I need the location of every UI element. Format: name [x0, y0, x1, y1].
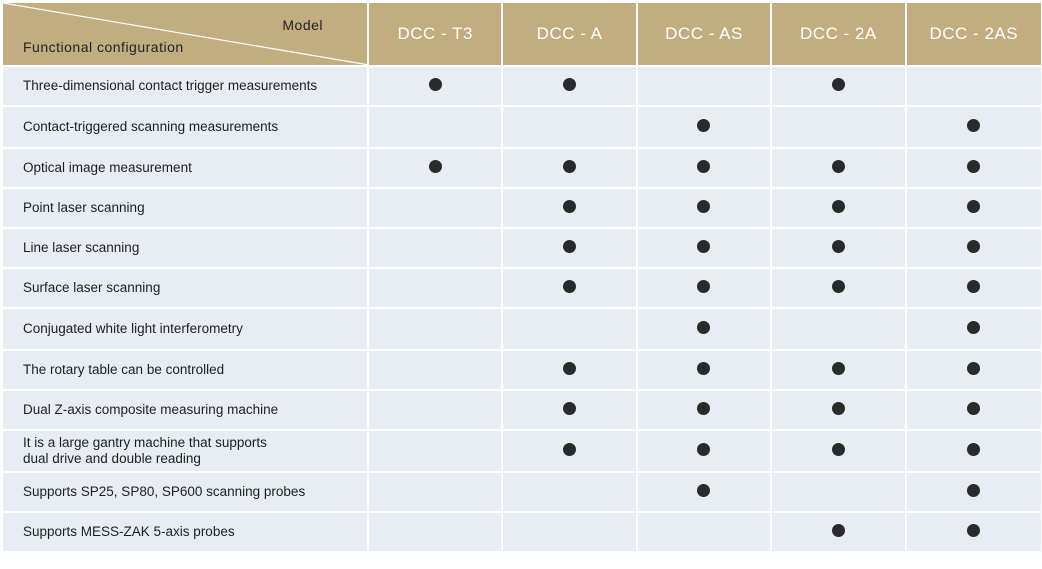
- filled-circle-icon: [967, 321, 980, 334]
- support-cell: [907, 227, 1041, 267]
- support-cell: [503, 307, 637, 349]
- support-cell: [772, 187, 906, 227]
- feature-label: [3, 389, 369, 429]
- support-cell: [907, 307, 1041, 349]
- table-row: [3, 147, 1041, 187]
- support-cell: [907, 471, 1041, 511]
- table-row: [3, 187, 1041, 227]
- support-cell: [503, 267, 637, 307]
- filled-circle-icon: [697, 119, 710, 132]
- support-cell: [369, 267, 503, 307]
- support-cell: [503, 147, 637, 187]
- table-row: [3, 65, 1041, 105]
- filled-circle-icon: [967, 280, 980, 293]
- support-cell: [907, 389, 1041, 429]
- support-cell: [369, 307, 503, 349]
- support-cell: [772, 147, 906, 187]
- feature-label: [3, 511, 369, 551]
- diagonal-divider: [3, 3, 369, 65]
- feature-label-line: Supports SP25, SP80, SP600 scanning probes: [23, 484, 306, 499]
- filled-circle-icon: [967, 160, 980, 173]
- filled-circle-icon: [967, 484, 980, 497]
- support-cell: [772, 389, 906, 429]
- support-cell: [772, 105, 906, 147]
- filled-circle-icon: [967, 119, 980, 132]
- filled-circle-icon: [697, 443, 710, 456]
- filled-circle-icon: [697, 280, 710, 293]
- filled-circle-icon: [832, 160, 845, 173]
- support-cell: [369, 105, 503, 147]
- feature-label-line: Line laser scanning: [23, 240, 140, 255]
- feature-label: [3, 227, 369, 267]
- support-cell: [503, 429, 637, 471]
- filled-circle-icon: [563, 200, 576, 213]
- support-cell: [638, 471, 772, 511]
- filled-circle-icon: [429, 160, 442, 173]
- support-cell: [369, 511, 503, 551]
- support-cell: [638, 147, 772, 187]
- support-cell: [907, 511, 1041, 551]
- support-cell: [638, 187, 772, 227]
- filled-circle-icon: [967, 362, 980, 375]
- support-cell: [638, 227, 772, 267]
- support-cell: [772, 429, 906, 471]
- feature-label-line: Supports MESS-ZAK 5-axis probes: [23, 524, 235, 539]
- support-cell: [772, 267, 906, 307]
- filled-circle-icon: [967, 200, 980, 213]
- support-cell: [907, 65, 1041, 105]
- support-cell: [772, 227, 906, 267]
- support-cell: [369, 227, 503, 267]
- table-row: [3, 105, 1041, 147]
- support-cell: [638, 105, 772, 147]
- filled-circle-icon: [967, 524, 980, 537]
- table-body: [3, 65, 1041, 551]
- filled-circle-icon: [967, 240, 980, 253]
- table-row: [3, 227, 1041, 267]
- filled-circle-icon: [832, 402, 845, 415]
- support-cell: [503, 187, 637, 227]
- filled-circle-icon: [563, 240, 576, 253]
- support-cell: [907, 147, 1041, 187]
- feature-label: [3, 349, 369, 389]
- support-cell: [638, 389, 772, 429]
- support-cell: [638, 429, 772, 471]
- support-cell: [907, 267, 1041, 307]
- filled-circle-icon: [697, 484, 710, 497]
- support-cell: [772, 307, 906, 349]
- model-feature-table: [3, 3, 1041, 551]
- feature-label-line: Surface laser scanning: [23, 280, 161, 295]
- feature-label-line: Point laser scanning: [23, 200, 145, 215]
- support-cell: [772, 349, 906, 389]
- filled-circle-icon: [832, 240, 845, 253]
- feature-label: [3, 307, 369, 349]
- feature-label-line: dual drive and double reading: [23, 451, 201, 466]
- support-cell: [772, 511, 906, 551]
- support-cell: [907, 187, 1041, 227]
- support-cell: [503, 105, 637, 147]
- support-cell: [369, 187, 503, 227]
- feature-label: [3, 267, 369, 307]
- filled-circle-icon: [563, 443, 576, 456]
- support-cell: [369, 389, 503, 429]
- filled-circle-icon: [563, 160, 576, 173]
- filled-circle-icon: [832, 280, 845, 293]
- support-cell: [638, 307, 772, 349]
- filled-circle-icon: [697, 160, 710, 173]
- model-axis-label: Model: [282, 17, 324, 33]
- feature-label-line: Dual Z-axis composite measuring machine: [23, 402, 279, 417]
- filled-circle-icon: [563, 280, 576, 293]
- comparison-table-container: [3, 3, 1041, 566]
- filled-circle-icon: [563, 402, 576, 415]
- filled-circle-icon: [697, 362, 710, 375]
- feature-label: [3, 429, 369, 471]
- filled-circle-icon: [832, 443, 845, 456]
- support-cell: [907, 105, 1041, 147]
- feature-label-line: Contact-triggered scanning measurements: [23, 119, 279, 134]
- table-row: [3, 267, 1041, 307]
- support-cell: [369, 471, 503, 511]
- filled-circle-icon: [967, 443, 980, 456]
- support-cell: [638, 511, 772, 551]
- support-cell: [503, 389, 637, 429]
- filled-circle-icon: [697, 402, 710, 415]
- support-cell: [907, 349, 1041, 389]
- feature-label-line: Three-dimensional contact trigger measurements: [23, 78, 318, 93]
- feature-label-line: The rotary table can be controlled: [23, 362, 225, 377]
- support-cell: [369, 349, 503, 389]
- feature-label: [3, 65, 369, 105]
- filled-circle-icon: [697, 200, 710, 213]
- filled-circle-icon: [697, 321, 710, 334]
- feature-label-line: Optical image measurement: [23, 160, 192, 175]
- support-cell: [369, 429, 503, 471]
- filled-circle-icon: [563, 362, 576, 375]
- filled-circle-icon: [967, 402, 980, 415]
- feature-label: [3, 105, 369, 147]
- function-axis-label: Functional configuration: [23, 39, 184, 55]
- filled-circle-icon: [832, 200, 845, 213]
- feature-label-line: Conjugated white light interferometry: [23, 321, 243, 336]
- support-cell: [638, 349, 772, 389]
- support-cell: [503, 227, 637, 267]
- filled-circle-icon: [563, 78, 576, 91]
- filled-circle-icon: [832, 524, 845, 537]
- support-cell: [503, 65, 637, 105]
- support-cell: [772, 471, 906, 511]
- table-row: [3, 429, 1041, 471]
- support-cell: [503, 471, 637, 511]
- support-cell: [638, 267, 772, 307]
- header-row: [3, 3, 1041, 65]
- support-cell: [503, 349, 637, 389]
- table-row: [3, 349, 1041, 389]
- model-header-dcc-as: DCC - AS: [638, 3, 772, 65]
- model-header-dcc-2a: DCC - 2A: [772, 3, 906, 65]
- corner-header-cell: [3, 3, 369, 65]
- model-header-dcc-a: DCC - A: [503, 3, 637, 65]
- filled-circle-icon: [429, 78, 442, 91]
- support-cell: [369, 147, 503, 187]
- table-row: [3, 471, 1041, 511]
- model-header-dcc-t3: DCC - T3: [369, 3, 503, 65]
- feature-label-line: It is a large gantry machine that supports: [23, 435, 267, 450]
- support-cell: [503, 511, 637, 551]
- table-row: [3, 511, 1041, 551]
- filled-circle-icon: [832, 362, 845, 375]
- support-cell: [907, 429, 1041, 471]
- filled-circle-icon: [697, 240, 710, 253]
- model-header-dcc-2as: DCC - 2AS: [907, 3, 1041, 65]
- support-cell: [369, 65, 503, 105]
- feature-label: [3, 187, 369, 227]
- feature-label: [3, 147, 369, 187]
- table-row: [3, 307, 1041, 349]
- feature-label: [3, 471, 369, 511]
- table-row: [3, 389, 1041, 429]
- support-cell: [638, 65, 772, 105]
- filled-circle-icon: [832, 78, 845, 91]
- support-cell: [772, 65, 906, 105]
